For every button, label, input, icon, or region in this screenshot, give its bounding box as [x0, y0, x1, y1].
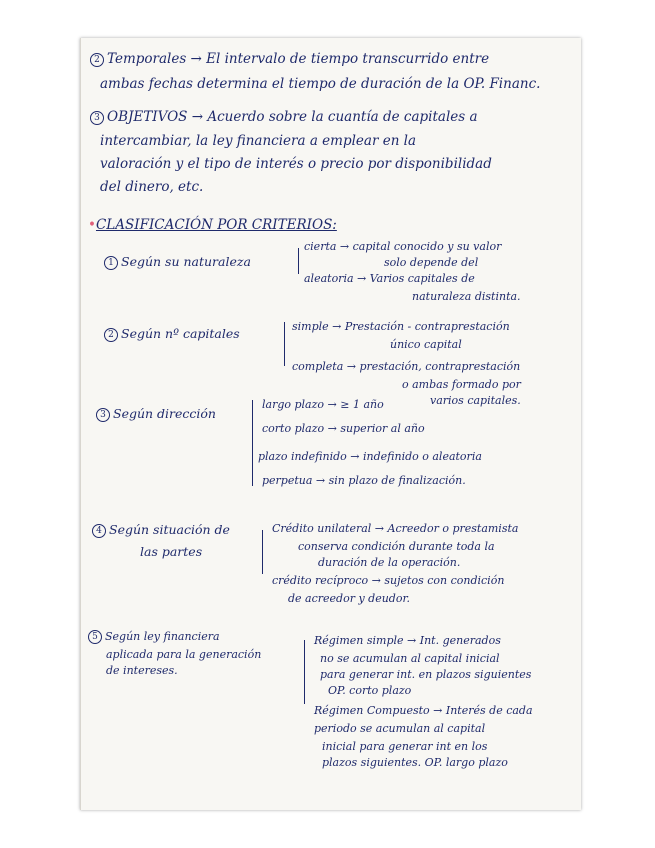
brace: [298, 248, 299, 274]
c3-corto: corto plazo → superior al año: [262, 422, 425, 435]
objetivos-line-4: del dinero, etc.: [100, 179, 204, 195]
section-number: 1: [104, 256, 118, 270]
c1-aleatoria-2: naturaleza distinta.: [412, 290, 521, 303]
c3-largo: largo plazo → ≥ 1 año: [262, 398, 384, 411]
c5-compuesto-4: plazos siguientes. OP. largo plazo: [322, 756, 508, 769]
criterio-3-label: 3 Según dirección: [96, 406, 216, 422]
temporales-line-1: 2 Temporales → El intervalo de tiempo transcurrido entre: [90, 50, 489, 68]
c2-completa-2: o ambas formado por: [402, 378, 521, 391]
c4-unilateral-1: Crédito unilateral → Acreedor o prestamista: [272, 522, 519, 535]
criterio-4-label-2: las partes: [140, 544, 203, 559]
section-number: 3: [96, 408, 110, 422]
c5-simple-1: Régimen simple → Int. generados: [314, 634, 501, 647]
c1-aleatoria-1: aleatoria → Varios capitales de: [304, 272, 475, 285]
objetivos-line-2: intercambiar, la ley financiera a emplear en la: [100, 133, 417, 149]
section-number: 2: [90, 53, 104, 67]
section-number: 3: [90, 111, 104, 125]
objetivos-line-3: valoración y el tipo de interés o precio por disponibilidad: [100, 156, 492, 172]
criterio-4-label-1: 4 Según situación de: [92, 522, 230, 538]
temporales-line-2: ambas fechas determina el tiempo de duración de la OP. Financ.: [100, 76, 541, 92]
c5-compuesto-3: inicial para generar int en los: [322, 740, 488, 753]
bullet-icon: •: [88, 217, 96, 233]
c3-indefinido: plazo indefinido → indefinido o aleatoria: [258, 450, 482, 463]
objetivos-line-1: 3 OBJETIVOS → Acuerdo sobre la cuantía de capitales a: [90, 108, 478, 126]
brace: [262, 530, 263, 574]
brace: [304, 640, 305, 704]
criterio-5-label-1: 5 Según ley financiera: [88, 630, 220, 644]
c4-reciproco-1: crédito recíproco → sujetos con condición: [272, 574, 505, 587]
brace: [284, 322, 285, 366]
c2-completa-1: completa → prestación, contraprestación: [292, 360, 521, 373]
c2-simple-2: único capital: [390, 338, 462, 351]
c3-perpetua: perpetua → sin plazo de finalización.: [262, 474, 466, 487]
criterio-1-label: 1 Según su naturaleza: [104, 254, 251, 270]
c5-compuesto-2: periodo se acumulan al capital: [314, 722, 486, 735]
c1-cierta-1: cierta → capital conocido y su valor: [304, 240, 502, 253]
section-number: 5: [88, 630, 102, 644]
clasificacion-heading: •CLASIFICACIÓN POR CRITERIOS:: [88, 217, 337, 233]
c2-simple-1: simple → Prestación - contraprestación: [292, 320, 510, 333]
brace: [252, 400, 253, 486]
c2-completa-3: varios capitales.: [430, 394, 521, 407]
c5-simple-3: para generar int. en plazos siguientes: [320, 668, 532, 681]
section-number: 2: [104, 328, 118, 342]
c5-simple-2: no se acumulan al capital inicial: [320, 652, 500, 665]
section-number: 4: [92, 524, 106, 538]
c5-simple-4: OP. corto plazo: [328, 684, 412, 697]
criterio-5-label-2: aplicada para la generación: [106, 648, 262, 661]
c5-compuesto-1: Régimen Compuesto → Interés de cada: [314, 704, 533, 717]
criterio-2-label: 2 Según nº capitales: [104, 326, 240, 342]
criterio-5-label-3: de intereses.: [106, 664, 178, 677]
c4-reciproco-2: de acreedor y deudor.: [288, 592, 411, 605]
c4-unilateral-2: conserva condición durante toda la: [298, 540, 495, 553]
c1-cierta-2: solo depende del: [384, 256, 479, 269]
c4-unilateral-3: duración de la operación.: [318, 556, 461, 569]
